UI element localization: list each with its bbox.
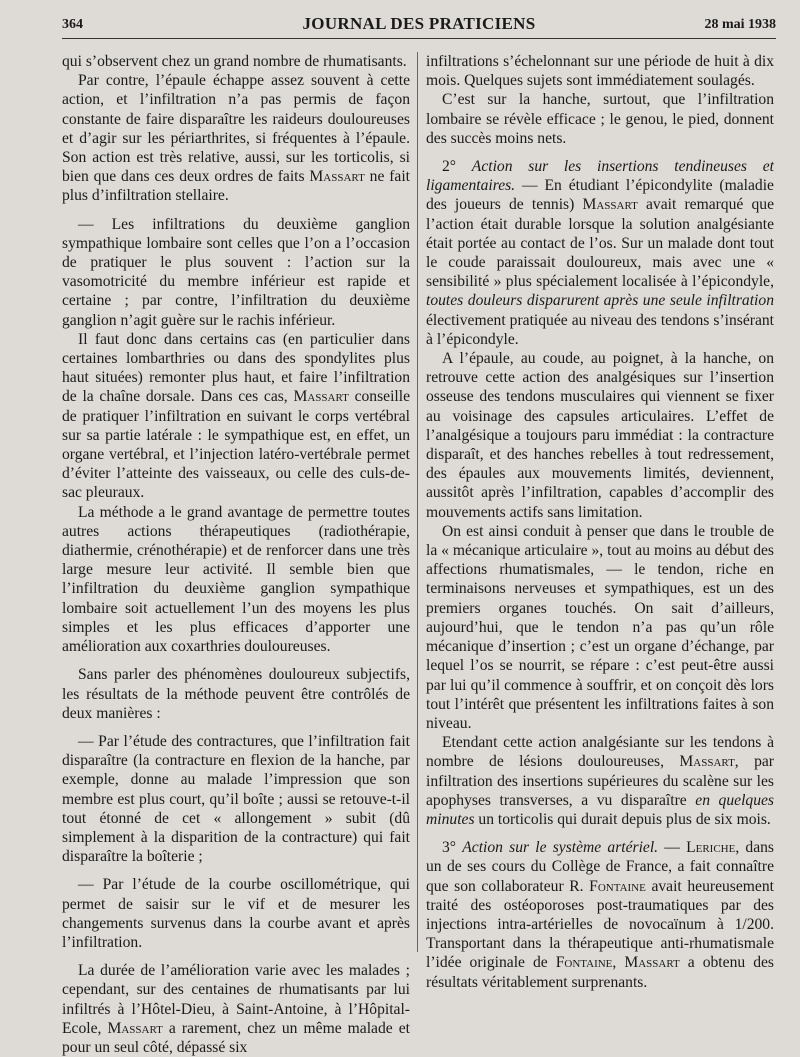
paragraph: C’est sur la hanche, surtout, que l’infiltration lombaire se révèle efficace ; le genou, le pied, donnent des succès moins nets. (426, 91, 774, 147)
paragraph: A l’épaule, au coude, au poignet, à la hanche, on retrouve cette action des analgésiques sur l’insertion osseuse des tendons musculaires qui viennent se fixer au voisinage des capsules articulaires. L’effet de l’analgésique a toujours paru immédiat : la contracture disparaît, et des hanches rebelles à tout redressement, des épaules aux mouvements limités, deviennent, aussitôt après l’infiltration, capables d’accomplir des mouvements actifs sans limitation. (426, 350, 774, 521)
page-number: 364 (62, 17, 83, 32)
author-name: Massart (679, 753, 735, 771)
section-paragraph: 3° Action sur le système artériel. — Leriche, dans un de ses cours du Collège de France, a fait connaître que son collaborateur R. Fontaine avait heureusement traité des ostéoporoses post-traumatiques par des injections intra-artérielles de novocaïnum à 1/200. Transportant dans la thérapeutique anti-rhumatismale l’idée originale de Fontaine, Massart a obtenu des résultats véritablement surprenants. (426, 839, 775, 991)
paragraph: La durée de l’amélioration varie avec les malades ; cependant, sur des centaines de rhumatisants par lui infiltrés à l’Hôtel-Dieu, à Saint-Antoine, à l’Hôpital-Ecole, Massart a rarement, chez un même malade et pour un seul côté, dépassé six (62, 962, 410, 1056)
paragraph: — Par l’étude des contractures, que l’infiltration fait disparaître (la contracture en flexion de la hanche, par exemple, donne au malade l’impression que son membre est plus court, qu’il boîte ; aussi se retouve-t-il tout étonné de cet « allongement » subit (dû simplement à la disparition de la contracture) qui fait disparaître la boîterie ; (62, 732, 410, 866)
running-header (62, 14, 776, 39)
paragraph: Etendant cette action analgésiante sur les tendons à nombre de lésions douloureuses, Massart, par infiltration des insertions supérieures du scalène sur les apophyses transverses, a vu disparaître en quelques minutes un torticolis qui durait depuis plus de six mois. (426, 734, 774, 828)
paragraph: — Par l’étude de la courbe oscillométrique, qui permet de saisir sur le vif et de mesurer les changements survenus dans la courbe avant et après l’infiltration. (62, 876, 410, 951)
right-column (426, 52, 774, 992)
paragraph: Il faut donc dans certains cas (en particulier dans certaines lombarthries ou dans des spondylites plus haut situées) remonter plus haut, et faire l’infiltration de la chaîne dorsale. Dans ces cas, Massart conseille de pratiquer l’infiltration en suivant le corps vertébral sur sa partie latérale : le sympathique est, en effet, un organe vertébral, et l’injection latéro-vertébrale permet d’éviter l’atteinte des vaisseaux, ou celle des culs-de-sac pleuraux. (62, 330, 411, 502)
author-name: Fontaine (589, 877, 646, 895)
paragraph: infiltrations s’échelonnant sur une période de huit à dix mois. Quelques sujets sont immédiatement soulagés. (426, 53, 774, 90)
column-divider (417, 52, 418, 952)
author-name: Massart (107, 1019, 163, 1037)
author-name: Fontaine (555, 954, 613, 972)
section-paragraph: 2° Action sur les insertions tendineuses et ligamentaires. — En étudiant l’épicondylite (maladie des joueurs de tennis) Massart avait remarqué que l’action était durable lorsque la solution analgésiante était portée au contact de l’os. Sur un malade dont tout le coude paraissait douloureux, mais avec une « sensibilité » plus spécialement localisée à l’épicondyle, toutes douleurs disparurent après une seule infiltration électivement pratiquée au niveau des tendons s’insérant à l’épicondyle. (426, 158, 774, 348)
author-name: Massart (624, 954, 680, 972)
section-title: Action sur le système artériel. (462, 839, 659, 857)
left-column (62, 52, 410, 1057)
author-name: Leriche (686, 839, 736, 857)
issue-date: 28 mai 1938 (704, 17, 776, 32)
paragraph: Par contre, l’épaule échappe assez souvent à cette action, et l’infiltration n’a pas permis de façon constante de faire disparaître les raideurs douloureuses et d’agir sur les périarthrites, si fréquentes à l’épaule. Son action est très relative, aussi, sur les torticolis, si bien que dans ces deux ordres de faits Massart ne fait plus d’infiltration stellaire. (62, 72, 410, 205)
paragraph: — Les infiltrations du deuxième ganglion sympathique lombaire sont celles que l’on a l’occasion de pratiquer le plus souvent : l’action sur la vasomotricité du membre inférieur est rapide et certaine ; par contre, l’infiltration du deuxième ganglion n’agit guère sur le rachis inférieur. (62, 215, 410, 329)
journal-title: JOURNAL DES PRATICIENS (302, 14, 536, 33)
section-title: Action sur les insertions tendineuses et ligamentaires. (426, 158, 774, 195)
paragraph: La méthode a le grand avantage de permettre toutes autres actions thérapeutiques (radiothérapie, diathermie, crénothérapie) et de renforcer dans une très large mesure leur activité. Il semble bien que l’infiltration du deuxième ganglion sympathique lombaire soit actuellement l’un des moyens les plus simples et les plus efficaces d’apporter une amélioration aux coxarthries douloureuses. (62, 503, 410, 656)
author-name: Massart (582, 196, 638, 214)
paragraph: On est ainsi conduit à penser que dans le trouble de la « mécanique articulaire », tout au moins au début des affections rhumatismales, — le tendon, riche en terminaisons nerveuses et sympathiques, est un des premiers organes touchés. On sait d’ailleurs, aujourd’hui, que le tendon n’a pas qu’un rôle mécanique d’insertion ; c’est un organe d’échange, par lequel l’os se nourrit, se répare : c’est peut-être aussi par lui qu’il commence à souffrir, et on conçoit dès lors tout l’intérêt que présentent les infiltrations faites à son niveau. (426, 522, 774, 732)
author-name: Massart (293, 388, 349, 406)
paragraph: Sans parler des phénomènes douloureux subjectifs, les résultats de la méthode peuvent être contrôlés de deux manières : (62, 666, 410, 722)
author-name: Massart (309, 168, 365, 186)
paragraph: qui s’observent chez un grand nombre de rhumatisants. (62, 53, 407, 70)
